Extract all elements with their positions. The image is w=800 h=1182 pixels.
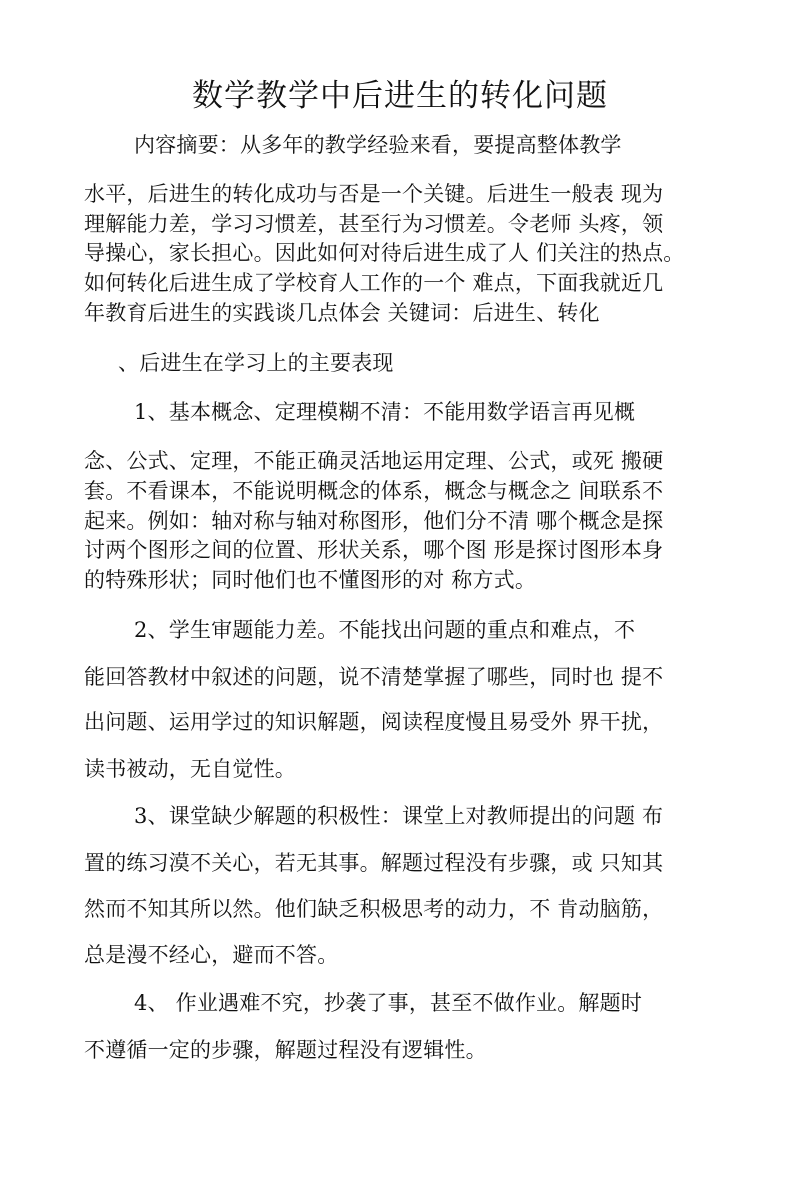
section-heading: 、后进生在学习上的主要表现 (118, 351, 394, 375)
item1-line-2: 念、公式、定理，不能正确灵活地运用定理、公式，或死 搬硬 (84, 449, 664, 473)
abstract-line-6: 年教育后进生的实践谈几点体会 关键词：后进生、转化 (84, 301, 600, 325)
abstract-line-2: 水平，后进生的转化成功与否是一个关键。后进生一般表 现为 (84, 182, 664, 206)
item2-line-2: 能回答教材中叙述的问题，说不清楚掌握了哪些，同时也 提不 (84, 665, 664, 689)
item2-line-3: 出问题、运用学过的知识解题，阅读程度慢且易受外 界干扰， (84, 710, 664, 734)
item3-line-4: 总是漫不经心，避而不答。 (84, 943, 339, 967)
abstract-line-5: 如何转化后进生成了学校育人工作的一个 难点，下面我就近几 (84, 271, 664, 295)
item3-line-2: 置的练习漠不关心，若无其事。解题过程没有步骤，或 只知其 (84, 851, 664, 875)
item4-line-1: 4、 作业遇难不究，抄袭了事，甚至不做作业。解题时 (134, 991, 643, 1015)
abstract-line-4: 导操心，家长担心。因此如何对待后进生成了人 们关注的热点。 (84, 241, 685, 265)
item1-line-4: 起来。例如：轴对称与轴对称图形，他们分不清 哪个概念是探 (84, 509, 664, 533)
document-title: 数学教学中后进生的转化问题 (192, 78, 608, 114)
abstract-line-1: 内容摘要：从多年的教学经验来看，要提高整体教学 (134, 133, 622, 157)
item1-line-3: 套。不看课本，不能说明概念的体系，概念与概念之 间联系不 (84, 479, 664, 503)
item1-line-6: 的特殊形状；同时他们也不懂图形的对 称方式。 (84, 568, 537, 592)
item1-line-5: 讨两个图形之间的位置、形状关系，哪个图 形是探讨图形本身 (84, 538, 664, 562)
item2-line-4: 读书被动，无自觉性。 (84, 757, 296, 781)
abstract-line-3: 理解能力差，学习习惯差，甚至行为习惯差。令老师 头疼，领 (84, 212, 664, 236)
item2-line-1: 2、学生审题能力差。不能找出问题的重点和难点，不 (134, 618, 636, 642)
item1-line-1: 1、基本概念、定理模糊不清：不能用数学语言再见概 (134, 400, 636, 424)
item3-line-1: 3、课堂缺少解题的积极性：课堂上对教师提出的问题 布 (134, 804, 664, 828)
item3-line-3: 然而不知其所以然。他们缺乏积极思考的动力，不 肯动脑筋， (84, 897, 664, 921)
item4-line-2: 不遵循一定的步骤，解题过程没有逻辑性。 (84, 1038, 487, 1062)
